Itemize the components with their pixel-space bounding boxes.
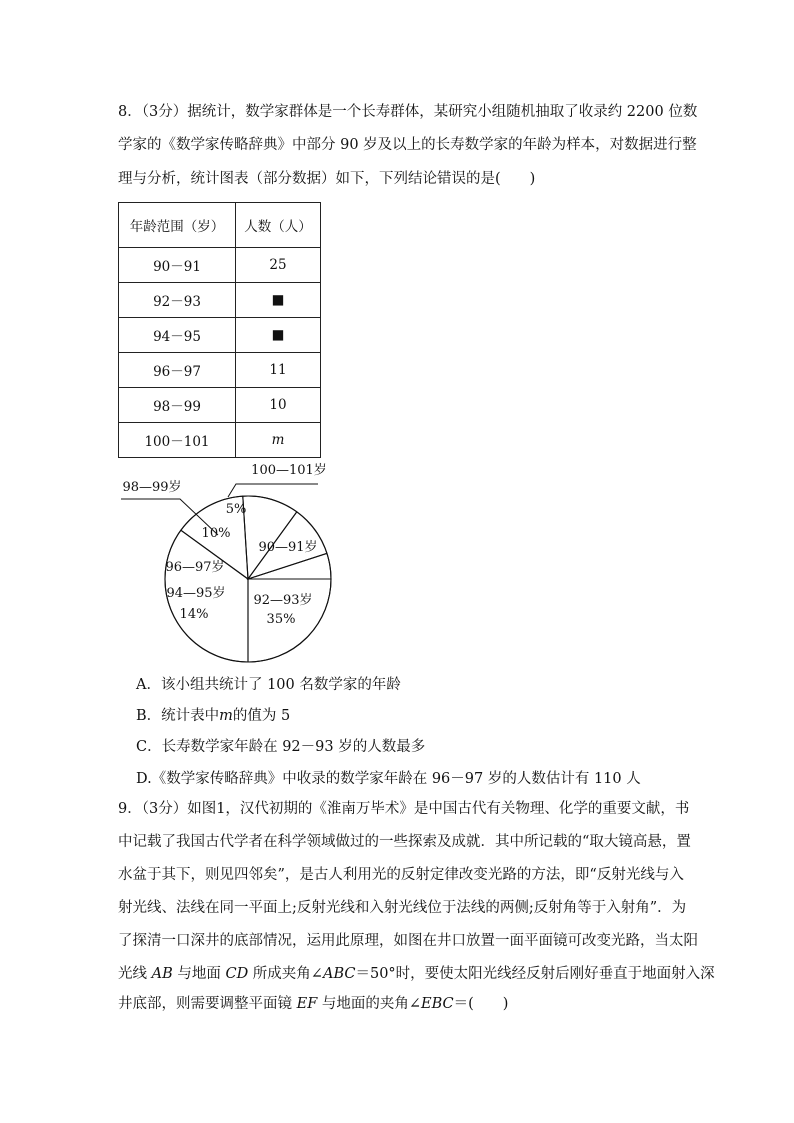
table-cell-range: 98－99	[119, 388, 236, 423]
option-b-prefix: B．统计表中	[136, 708, 220, 724]
option-d: D.《数学家传略辞典》中收录的数学家年龄在 96－97 岁的人数估计有 110 人	[136, 771, 641, 787]
q9-line-7d: EBC	[421, 996, 454, 1012]
q9-line-6	[118, 965, 715, 984]
q9-line-7c: 与地面的夹角∠	[317, 996, 422, 1012]
pie-leader-line	[228, 484, 318, 497]
table-cell-range: 90－91	[119, 248, 236, 283]
option-c: C．长寿数学家年龄在 92－93 岁的人数最多	[136, 739, 426, 755]
q9-line-6g: ＝50°时，要使太阳光线经反射后刚好垂直于地面射入深	[355, 966, 715, 982]
q9-line-6b: AB	[151, 966, 173, 982]
table-cell-range: 92－93	[119, 283, 236, 318]
option-b	[136, 707, 696, 726]
option-b-suffix: 的值为 5	[232, 708, 291, 724]
table-header-count: 人数（人）	[236, 203, 321, 248]
q9-line-4: 射光线、法线在同一平面上;反射光线和入射光线位于法线的两侧;反射角等于入射角”．为	[118, 900, 687, 916]
q9-line-6a: 光线	[118, 966, 152, 982]
q9-line-5: 了探清一口深井的底部情况，运用此原理，如图在井口放置一面平面镜可改变光路，当太阳	[118, 933, 698, 949]
table-cell-range: 100－101	[119, 423, 236, 458]
option-b-var: m	[219, 708, 233, 724]
table-cell-count: 25	[236, 248, 321, 283]
q9-line-7	[118, 995, 678, 1014]
table-cell-count: ■	[236, 318, 321, 353]
q9-line-1: 9．（3分）如图1，汉代初期的《淮南万毕术》是中国古代有关物理、化学的重要文献，书	[118, 801, 690, 817]
table-cell-count: 11	[236, 353, 321, 388]
pie-slice-label: 98—99岁	[122, 480, 182, 495]
table-cell-count: m	[236, 423, 321, 458]
q9-line-6e: 所成夹角∠	[248, 966, 323, 982]
pie-slice-label: 90—91岁	[258, 540, 318, 555]
q8-line-1: 8．（3分）据统计，数学家群体是一个长寿群体，某研究小组随机抽取了收录约 2200 位数	[118, 104, 698, 120]
table-cell-range: 94－95	[119, 318, 236, 353]
option-a: A．该小组共统计了 100 名数学家的年龄	[136, 677, 401, 693]
table-header-range: 年龄范围（岁）	[119, 203, 236, 248]
q9-line-7b: EF	[296, 996, 318, 1012]
pie-percent-label: 5%	[225, 502, 247, 517]
pie-percent-label: 35%	[266, 612, 296, 627]
table-cell-range: 96－97	[119, 353, 236, 388]
pie-slice-label: 100—101岁	[251, 463, 327, 478]
pie-slice-label: 96—97岁	[165, 560, 225, 575]
q9-line-6c: 与地面	[172, 966, 226, 982]
q9-line-7a: 井底部，则需要调整平面镜	[118, 996, 297, 1012]
table-cell-count: 10	[236, 388, 321, 423]
pie-percent-label: 14%	[179, 607, 209, 622]
table-cell-count: ■	[236, 283, 321, 318]
q9-line-7e: ＝( )	[453, 996, 509, 1012]
pie-percent-label: 10%	[201, 526, 231, 541]
pie-slice-label: 92—93岁	[253, 593, 313, 608]
q8-line-3: 理与分析，统计图表（部分数据）如下，下列结论错误的是( )	[118, 171, 536, 187]
pie-slice-label: 94—95岁	[166, 586, 226, 601]
q9-line-2: 中记载了我国古代学者在科学领域做过的一些探索及成就．其中所记载的“取大镜高悬，置	[118, 834, 691, 850]
q8-line-2: 学家的《数学家传略辞典》中部分 90 岁及以上的长寿数学家的年龄为样本，对数据进行整	[118, 137, 697, 153]
q9-line-6f: ABC	[322, 966, 356, 982]
q9-line-3: 水盆于其下，则见四邻矣”，是古人利用光的反射定律改变光路的方法，即“反射光线与入	[118, 867, 684, 883]
q9-line-6d: CD	[225, 966, 249, 982]
